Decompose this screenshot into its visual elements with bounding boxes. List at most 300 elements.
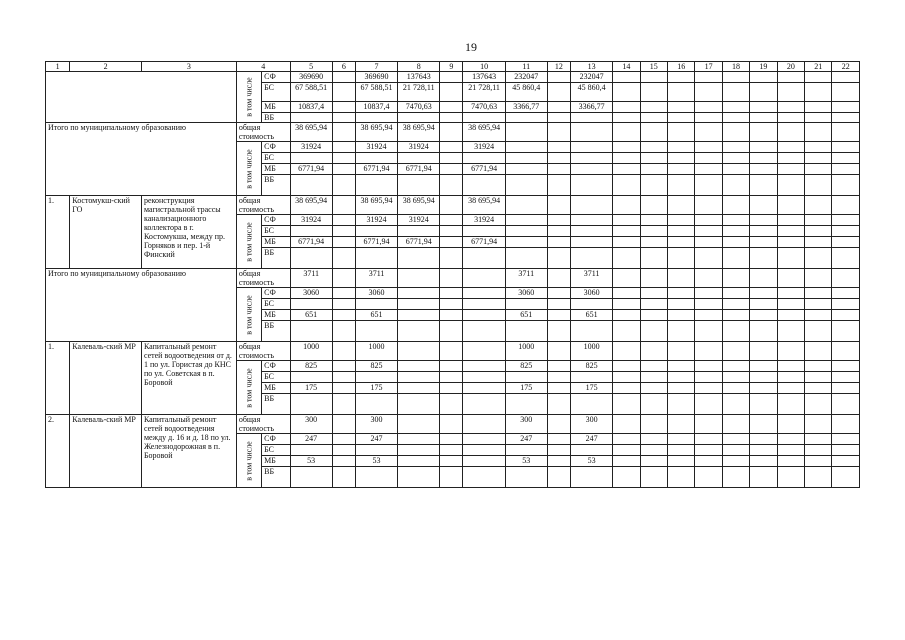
empty-cell [640, 164, 667, 175]
including-text: в том числе [244, 367, 254, 408]
empty-cell [547, 456, 570, 467]
empty-cell [547, 175, 570, 196]
empty-cell [440, 361, 463, 372]
empty-cell [777, 226, 804, 237]
empty-cell [777, 394, 804, 415]
value-cell: 6771,94 [355, 164, 397, 175]
value-cell [505, 113, 547, 123]
value-cell [398, 299, 440, 310]
value-cell [398, 248, 440, 269]
empty-cell [722, 456, 749, 467]
empty-cell [440, 83, 463, 102]
empty-cell [640, 299, 667, 310]
empty-cell [613, 288, 640, 299]
value-cell [398, 288, 440, 299]
empty-cell [613, 142, 640, 153]
empty-cell [695, 467, 722, 488]
value-cell [505, 142, 547, 153]
empty-cell [440, 164, 463, 175]
value-cell [355, 321, 397, 342]
value-cell: 45 860,4 [505, 83, 547, 102]
empty-cell [613, 123, 640, 142]
column-header: 11 [505, 62, 547, 72]
value-cell [571, 164, 613, 175]
empty-cell [668, 361, 695, 372]
empty-cell [640, 123, 667, 142]
empty-cell [547, 237, 570, 248]
column-header: 9 [440, 62, 463, 72]
empty-cell [777, 164, 804, 175]
funding-code: МБ [262, 237, 290, 248]
value-cell [505, 394, 547, 415]
empty-cell [722, 299, 749, 310]
empty-cell [440, 226, 463, 237]
value-cell: 6771,94 [290, 164, 332, 175]
value-cell [505, 175, 547, 196]
empty-cell [440, 153, 463, 164]
value-cell: 10837,4 [355, 102, 397, 113]
value-cell [505, 467, 547, 488]
empty-cell [547, 310, 570, 321]
value-cell: 825 [355, 361, 397, 372]
empty-cell [640, 237, 667, 248]
funding-code: МБ [262, 102, 290, 113]
empty-cell [440, 456, 463, 467]
empty-cell [695, 383, 722, 394]
empty-cell [640, 142, 667, 153]
value-cell [398, 226, 440, 237]
empty-cell [640, 467, 667, 488]
value-cell: 38 695,94 [290, 196, 332, 215]
empty-cell [777, 342, 804, 361]
empty-cell [640, 415, 667, 434]
empty-cell [613, 175, 640, 196]
value-cell [571, 196, 613, 215]
empty-cell [832, 226, 860, 237]
empty-cell [547, 164, 570, 175]
empty-cell [613, 153, 640, 164]
empty-cell [613, 342, 640, 361]
value-cell [290, 467, 332, 488]
empty-cell [640, 394, 667, 415]
empty-cell [805, 269, 832, 288]
value-cell: 3060 [505, 288, 547, 299]
value-cell [355, 445, 397, 456]
value-cell [290, 321, 332, 342]
value-cell: 232047 [571, 72, 613, 83]
empty-cell [668, 445, 695, 456]
value-cell [571, 123, 613, 142]
column-header: 22 [832, 62, 860, 72]
empty-cell [440, 196, 463, 215]
empty-cell [805, 248, 832, 269]
empty-cell [805, 113, 832, 123]
empty-cell [805, 196, 832, 215]
empty-cell [832, 434, 860, 445]
value-cell [398, 394, 440, 415]
empty-cell [668, 299, 695, 310]
value-cell: 3366,77 [571, 102, 613, 113]
empty-cell [832, 415, 860, 434]
empty-cell [613, 113, 640, 123]
empty-cell [332, 372, 355, 383]
value-cell [398, 342, 440, 361]
table-body [46, 62, 860, 488]
municipal-name: Калеваль-ский МР [70, 342, 142, 415]
value-cell: 3711 [571, 269, 613, 288]
empty-cell [613, 248, 640, 269]
empty-cell [722, 196, 749, 215]
empty-cell [750, 445, 777, 456]
value-cell: 31924 [290, 215, 332, 226]
empty-cell [805, 237, 832, 248]
continued-cell [46, 72, 237, 123]
empty-cell [777, 123, 804, 142]
value-cell: 31924 [398, 215, 440, 226]
empty-cell [832, 361, 860, 372]
empty-cell [547, 342, 570, 361]
value-cell: 31924 [290, 142, 332, 153]
empty-cell [750, 321, 777, 342]
value-cell: 31924 [398, 142, 440, 153]
empty-cell [805, 123, 832, 142]
empty-cell [547, 113, 570, 123]
value-cell: 3366,77 [505, 102, 547, 113]
empty-cell [668, 102, 695, 113]
empty-cell [440, 142, 463, 153]
empty-cell [440, 237, 463, 248]
empty-cell [640, 248, 667, 269]
empty-cell [832, 456, 860, 467]
empty-cell [640, 434, 667, 445]
value-cell: 6771,94 [463, 237, 505, 248]
empty-cell [668, 321, 695, 342]
empty-cell [613, 83, 640, 102]
value-cell [463, 113, 505, 123]
empty-cell [440, 321, 463, 342]
funding-code: СФ [262, 434, 290, 445]
funding-code: ВБ [262, 394, 290, 415]
empty-cell [547, 153, 570, 164]
empty-cell [805, 415, 832, 434]
empty-cell [332, 310, 355, 321]
empty-cell [640, 215, 667, 226]
empty-cell [722, 226, 749, 237]
value-cell: 21 728,11 [463, 83, 505, 102]
empty-cell [695, 83, 722, 102]
value-cell: 247 [355, 434, 397, 445]
empty-cell [750, 164, 777, 175]
value-cell [463, 394, 505, 415]
empty-cell [695, 72, 722, 83]
empty-cell [777, 215, 804, 226]
empty-cell [750, 467, 777, 488]
value-cell [463, 310, 505, 321]
empty-cell [332, 102, 355, 113]
empty-cell [832, 215, 860, 226]
empty-cell [440, 394, 463, 415]
value-cell [290, 299, 332, 310]
empty-cell [332, 196, 355, 215]
value-cell [398, 415, 440, 434]
empty-cell [750, 226, 777, 237]
value-cell: 300 [355, 415, 397, 434]
empty-cell [547, 361, 570, 372]
empty-cell [777, 299, 804, 310]
value-cell [505, 123, 547, 142]
empty-cell [640, 83, 667, 102]
empty-cell [640, 72, 667, 83]
funding-code: СФ [262, 361, 290, 372]
empty-cell [695, 237, 722, 248]
empty-cell [695, 415, 722, 434]
value-cell: 6771,94 [398, 237, 440, 248]
empty-cell [777, 72, 804, 83]
empty-cell [750, 288, 777, 299]
value-cell: 7470,63 [463, 102, 505, 113]
value-cell [398, 383, 440, 394]
empty-cell [440, 123, 463, 142]
empty-cell [440, 415, 463, 434]
empty-cell [777, 467, 804, 488]
empty-cell [777, 383, 804, 394]
empty-cell [640, 383, 667, 394]
funding-code: БС [262, 226, 290, 237]
empty-cell [613, 299, 640, 310]
value-cell [290, 372, 332, 383]
value-cell [463, 445, 505, 456]
page-number: 19 [465, 40, 477, 54]
empty-cell [805, 164, 832, 175]
empty-cell [668, 310, 695, 321]
empty-cell [640, 102, 667, 113]
value-cell [463, 372, 505, 383]
value-cell [463, 175, 505, 196]
empty-cell [547, 248, 570, 269]
empty-cell [750, 248, 777, 269]
value-cell [463, 415, 505, 434]
empty-cell [440, 102, 463, 113]
value-cell: 247 [505, 434, 547, 445]
empty-cell [750, 72, 777, 83]
value-cell: 21 728,11 [398, 83, 440, 102]
empty-cell [332, 237, 355, 248]
empty-cell [547, 383, 570, 394]
empty-cell [668, 383, 695, 394]
column-header: 7 [355, 62, 397, 72]
empty-cell [805, 299, 832, 310]
empty-cell [332, 299, 355, 310]
value-cell: 53 [290, 456, 332, 467]
empty-cell [805, 342, 832, 361]
value-cell: 53 [355, 456, 397, 467]
value-cell [355, 153, 397, 164]
empty-cell [777, 237, 804, 248]
empty-cell [750, 175, 777, 196]
value-cell [398, 467, 440, 488]
value-cell [355, 113, 397, 123]
empty-cell [832, 196, 860, 215]
empty-cell [668, 467, 695, 488]
value-cell: 175 [290, 383, 332, 394]
value-cell [571, 175, 613, 196]
empty-cell [668, 237, 695, 248]
empty-cell [547, 215, 570, 226]
empty-cell [722, 467, 749, 488]
itogo-label: Итого по муниципальному образованию [46, 269, 237, 342]
empty-cell [722, 102, 749, 113]
empty-cell [613, 237, 640, 248]
value-cell: 3060 [355, 288, 397, 299]
value-cell: 67 588,51 [290, 83, 332, 102]
empty-cell [805, 361, 832, 372]
empty-cell [722, 83, 749, 102]
empty-cell [695, 248, 722, 269]
value-cell [290, 248, 332, 269]
empty-cell [805, 153, 832, 164]
column-header: 20 [777, 62, 804, 72]
empty-cell [805, 142, 832, 153]
empty-cell [832, 445, 860, 456]
empty-cell [777, 321, 804, 342]
empty-cell [750, 113, 777, 123]
empty-cell [440, 288, 463, 299]
empty-cell [613, 361, 640, 372]
empty-cell [750, 434, 777, 445]
value-cell [290, 113, 332, 123]
empty-cell [750, 415, 777, 434]
empty-cell [695, 113, 722, 123]
empty-cell [440, 113, 463, 123]
empty-cell [440, 383, 463, 394]
empty-cell [440, 299, 463, 310]
empty-cell [668, 372, 695, 383]
empty-cell [832, 142, 860, 153]
empty-cell [695, 164, 722, 175]
empty-cell [440, 310, 463, 321]
value-cell [398, 372, 440, 383]
empty-cell [832, 102, 860, 113]
empty-cell [332, 142, 355, 153]
empty-cell [805, 226, 832, 237]
total-cost-label: общая стоимость [236, 342, 290, 361]
empty-cell [332, 383, 355, 394]
empty-cell [750, 310, 777, 321]
empty-cell [832, 321, 860, 342]
value-cell [463, 467, 505, 488]
empty-cell [332, 288, 355, 299]
empty-cell [777, 83, 804, 102]
empty-cell [668, 113, 695, 123]
empty-cell [668, 72, 695, 83]
funding-code: МБ [262, 456, 290, 467]
empty-cell [695, 456, 722, 467]
object-total-row [46, 196, 860, 215]
empty-cell [613, 445, 640, 456]
value-cell [355, 372, 397, 383]
empty-cell [832, 269, 860, 288]
value-cell [505, 226, 547, 237]
empty-cell [832, 123, 860, 142]
empty-cell [332, 394, 355, 415]
empty-cell [640, 196, 667, 215]
value-cell [398, 113, 440, 123]
empty-cell [832, 153, 860, 164]
value-cell [398, 310, 440, 321]
funding-code: МБ [262, 164, 290, 175]
funding-code: СФ [262, 215, 290, 226]
value-cell: 6771,94 [355, 237, 397, 248]
empty-cell [722, 248, 749, 269]
empty-cell [777, 113, 804, 123]
including-label [236, 142, 261, 196]
empty-cell [668, 269, 695, 288]
value-cell: 53 [505, 456, 547, 467]
empty-cell [750, 123, 777, 142]
column-header: 18 [722, 62, 749, 72]
empty-cell [695, 310, 722, 321]
empty-cell [668, 153, 695, 164]
funding-code: БС [262, 83, 290, 102]
value-cell [463, 269, 505, 288]
empty-cell [805, 394, 832, 415]
empty-cell [640, 226, 667, 237]
empty-cell [613, 226, 640, 237]
value-cell [463, 383, 505, 394]
value-cell [463, 299, 505, 310]
empty-cell [750, 342, 777, 361]
value-cell: 3711 [355, 269, 397, 288]
empty-cell [695, 175, 722, 196]
value-cell [571, 248, 613, 269]
empty-cell [722, 434, 749, 445]
empty-cell [750, 237, 777, 248]
value-cell [355, 299, 397, 310]
value-cell [355, 467, 397, 488]
column-header: 8 [398, 62, 440, 72]
empty-cell [668, 288, 695, 299]
value-cell [290, 153, 332, 164]
empty-cell [547, 72, 570, 83]
value-cell: 3060 [571, 288, 613, 299]
empty-cell [668, 434, 695, 445]
value-cell [463, 342, 505, 361]
column-header: 13 [571, 62, 613, 72]
column-header: 17 [695, 62, 722, 72]
empty-cell [832, 175, 860, 196]
empty-cell [640, 175, 667, 196]
empty-cell [613, 269, 640, 288]
empty-cell [777, 361, 804, 372]
empty-cell [332, 467, 355, 488]
value-cell: 651 [505, 310, 547, 321]
column-header: 4 [236, 62, 290, 72]
empty-cell [640, 445, 667, 456]
empty-cell [832, 237, 860, 248]
empty-cell [722, 123, 749, 142]
empty-cell [832, 113, 860, 123]
empty-cell [722, 394, 749, 415]
empty-cell [695, 299, 722, 310]
empty-cell [440, 372, 463, 383]
empty-cell [777, 415, 804, 434]
empty-cell [547, 299, 570, 310]
empty-cell [832, 248, 860, 269]
empty-cell [440, 467, 463, 488]
empty-cell [547, 196, 570, 215]
empty-cell [613, 102, 640, 113]
empty-cell [332, 269, 355, 288]
